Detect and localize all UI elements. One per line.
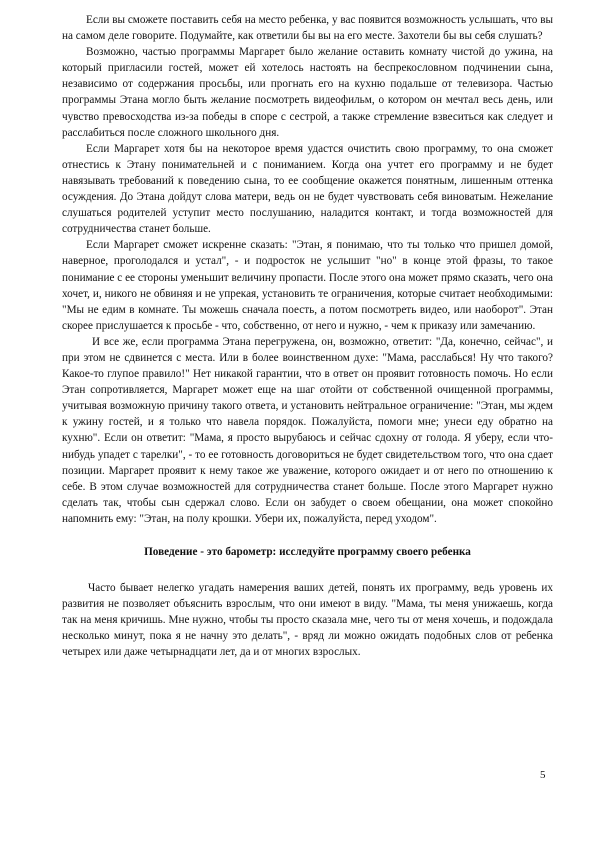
paragraph-2: Возможно, частью программы Маргарет было желание оставить комнату чистой до ужина, на который пригласили гостей, может ей хотелось настоять на беспрекословном подчинении сына, независимо от содержания просьбы, или прогнать его на кухню подальше от телевизора. Частью программы Этана могло быть желание посмотреть видеофильм, о котором он мечтал весь день, или чувство превосходства из-за победы в споре с сестрой, а также стремление взвеситься как следует и расслабиться после сложного школьного дня. [62,46,553,139]
paragraph-1: Если вы сможете поставить себя на место ребенка, у вас появится возможность услышать, что вы на самом деле говорите. Подумайте, как ответили бы вы на его месте. Захотели бы вы себя слушать? [62,14,553,43]
page-number: 5 [540,769,546,781]
document-page [62,12,553,660]
paragraph-6: Часто бывает нелегко угадать намерения ваших детей, понять их программу, ведь уровень их развития не позволяет объяснить взрослым, что они имеют в виду. "Мама, ты меня унижаешь, когда так на меня кричишь. Мне нужно, чтобы ты просто сказала мне, чего ты от меня хочешь, и подождала несколько минут, пока я не начну это делать", - вряд ли можно ожидать подобных слов от ребенка четырех или даже четырнадцати лет, да и от многих взрослых. [62,582,553,659]
section-heading: Поведение - это барометр: исследуйте программу своего ребенка [144,546,471,558]
paragraph-4: Если Маргарет сможет искренне сказать: "Этан, я понимаю, что ты только что пришел домой, наверное, проголодался и устал", - и подросток не услышит "но" в конце этой фразы, то такое понимание с ее стороны уменьшит величину пропасти. После этого она может прямо сказать, чего она хочет, и, никого не обвиняя и не упрекая, установить те ограничения, которые считает необходимыми: "Мы не едим в комнате. Ты можешь сначала поесть, а потом посмотреть видео, или наоборот". Этан скорее прислушается к просьбе - что, собственно, от него и нужно, - чем к приказу или замечанию. [62,239,553,332]
paragraph-5: И все же, если программа Этана перегружена, он, возможно, ответит: "Да, конечно, сейчас", и при этом не сдвинется с места. Или в более воинственном духе: "Мама, расслабься! Ну что такого? Какое-то глупое правило!" Нет никакой гарантии, что в ответ он проявит готовность помочь. Но если Этан сопротивляется, Маргарет может еще на шаг отойти от собственной очищенной программы, учитывая возможную причину такого ответа, и установить нейтральное ограничение: "Этан, мы ждем к ужину гостей, и я только что навела порядок. Пожалуйста, помоги мне; унеси еду обратно на кухню". Если он ответит: "Мама, я просто вырубаюсь и сейчас сдохну от голода. Я уберу, если что-нибудь упадет с тарелки", - то ее готовность договориться не будет свидетельством того, что она сдает позиции. Маргарет проявит к нему такое же уважение, которого ожидает и от него по отношению к себе. В этом случае возможностей для сотрудничества станет больше. После этого Маргарет нужно сделать так, чтобы сын сдержал слово. Если он забудет о своем обещании, она может спокойно напомнить ему: "Этан, на полу крошки. Убери их, пожалуйста, перед уходом". [62,335,553,525]
paragraph-3: Если Маргарет хотя бы на некоторое время удастся очистить свою программу, то она сможет отнестись к Этану понимательней и с пониманием. Когда она учтет его программу и не будет навязывать требований к поведению сына, то ее сообщение окажется понятным, лишенным оттенка осуждения. До Этана дойдут слова матери, ведь он не будет чувствовать себя виноватым. Нежелание слушаться родителей уступит место послушанию, наладится контакт, и тогда возможностей для сотрудничества станет больше. [62,142,553,236]
